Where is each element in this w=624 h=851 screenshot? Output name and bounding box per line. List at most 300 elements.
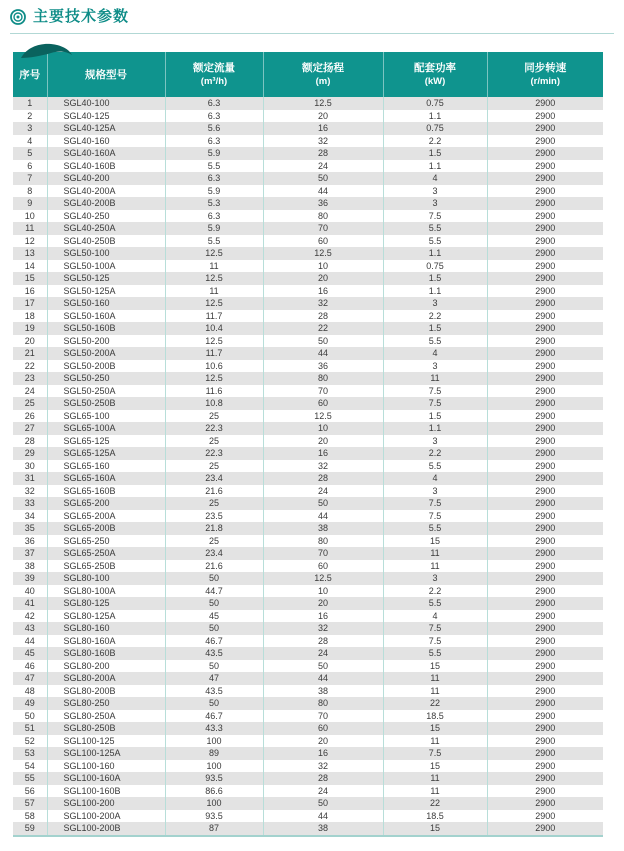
- power-cell: 3: [383, 485, 487, 498]
- table-row: [13, 610, 603, 623]
- head-cell: 70: [263, 222, 383, 235]
- head-cell: 32: [263, 760, 383, 773]
- model-cell: SGL40-160: [47, 135, 165, 148]
- flow-cell: 45: [165, 610, 263, 623]
- head-cell: 50: [263, 797, 383, 810]
- model-cell: SGL50-250B: [47, 397, 165, 410]
- model-cell: SGL40-160B: [47, 160, 165, 173]
- row-number-cell: 44: [24, 635, 35, 646]
- head-cell: 12.5: [263, 97, 383, 110]
- power-cell: 2.2: [383, 310, 487, 323]
- flow-cell: 5.5: [165, 160, 263, 173]
- model-cell: SGL100-160A: [47, 772, 165, 785]
- flow-cell: 6.3: [165, 210, 263, 223]
- column-unit: (m³/h): [200, 75, 228, 87]
- model-cell: SGL80-160A: [47, 635, 165, 648]
- head-cell: 16: [263, 122, 383, 135]
- model-cell: SGL65-125A: [47, 447, 165, 460]
- model-cell: SGL40-160A: [47, 147, 165, 160]
- head-cell: 44: [263, 347, 383, 360]
- speed-cell: 2900: [487, 285, 603, 298]
- speed-cell: 2900: [487, 260, 603, 273]
- power-cell: 1.1: [383, 110, 487, 123]
- speed-cell: 2900: [487, 410, 603, 423]
- column-unit: (r/min): [530, 75, 561, 87]
- table-row: [13, 197, 603, 210]
- row-number-cell: 42: [24, 610, 35, 621]
- table-row: [13, 797, 603, 810]
- speed-cell: 2900: [487, 222, 603, 235]
- head-cell: 32: [263, 135, 383, 148]
- power-cell: 0.75: [383, 97, 487, 110]
- table-row: [13, 710, 603, 723]
- row-number-cell: 37: [24, 548, 35, 558]
- table-row: [13, 310, 603, 323]
- head-cell: 20: [263, 735, 383, 748]
- speed-cell: 2900: [487, 635, 603, 648]
- power-cell: 5.5: [383, 647, 487, 660]
- table-row: [13, 447, 603, 460]
- speed-cell: 2900: [487, 160, 603, 173]
- flow-cell: 11: [165, 260, 263, 273]
- row-number-cell: 28: [24, 435, 35, 446]
- speed-cell: 2900: [487, 460, 603, 473]
- head-cell: 38: [263, 685, 383, 698]
- table-row: [13, 560, 603, 573]
- table-row: [13, 735, 603, 748]
- table-row: [13, 247, 603, 260]
- head-cell: 60: [263, 235, 383, 248]
- row-number-cell: 23: [24, 373, 35, 383]
- head-cell: 80: [263, 210, 383, 223]
- row-number-cell: 56: [24, 785, 35, 796]
- power-cell: 7.5: [383, 497, 487, 510]
- head-cell: 32: [263, 297, 383, 310]
- head-cell: 44: [263, 672, 383, 685]
- model-cell: SGL80-160B: [47, 647, 165, 660]
- flow-cell: 6.3: [165, 172, 263, 185]
- speed-cell: 2900: [487, 335, 603, 348]
- flow-cell: 12.5: [165, 335, 263, 348]
- power-cell: 1.5: [383, 272, 487, 285]
- table-row: [13, 347, 603, 360]
- table-row: [13, 272, 603, 285]
- model-cell: SGL65-160A: [47, 472, 165, 485]
- head-cell: 60: [263, 722, 383, 735]
- power-cell: 4: [383, 172, 487, 185]
- head-cell: 60: [263, 560, 383, 573]
- head-cell: 38: [263, 522, 383, 535]
- row-number-cell: 51: [24, 723, 35, 733]
- model-cell: SGL40-250B: [47, 235, 165, 248]
- head-cell: 44: [263, 510, 383, 523]
- flow-cell: 5.3: [165, 197, 263, 210]
- flow-cell: 86.6: [165, 785, 263, 798]
- power-cell: 5.5: [383, 522, 487, 535]
- table-row: [13, 660, 603, 673]
- power-cell: 7.5: [383, 635, 487, 648]
- model-cell: SGL80-250: [47, 697, 165, 710]
- row-number-cell: 16: [24, 285, 35, 296]
- flow-cell: 5.5: [165, 235, 263, 248]
- power-cell: 5.5: [383, 597, 487, 610]
- flow-cell: 46.7: [165, 710, 263, 723]
- speed-cell: 2900: [487, 585, 603, 598]
- speed-cell: 2900: [487, 310, 603, 323]
- power-cell: 11: [383, 372, 487, 385]
- power-cell: 11: [383, 735, 487, 748]
- flow-cell: 93.5: [165, 810, 263, 823]
- head-cell: 60: [263, 397, 383, 410]
- head-cell: 28: [263, 772, 383, 785]
- flow-cell: 5.9: [165, 147, 263, 160]
- head-cell: 70: [263, 385, 383, 398]
- flow-cell: 12.5: [165, 297, 263, 310]
- flow-cell: 5.9: [165, 185, 263, 198]
- column-unit: (m): [315, 75, 331, 87]
- model-cell: SGL50-250A: [47, 385, 165, 398]
- flow-cell: 25: [165, 535, 263, 548]
- power-cell: 11: [383, 785, 487, 798]
- row-number-cell: 22: [24, 360, 35, 371]
- row-number-cell: 3: [27, 123, 33, 133]
- model-cell: SGL65-200B: [47, 522, 165, 535]
- speed-cell: 2900: [487, 747, 603, 760]
- row-number-cell: 27: [24, 423, 35, 433]
- row-number-cell: 8: [27, 185, 33, 196]
- speed-cell: 2900: [487, 797, 603, 810]
- row-number-cell: 50: [24, 710, 35, 721]
- row-number-cell: 33: [24, 498, 35, 508]
- row-number-cell: 48: [24, 685, 35, 696]
- row-number-cell: 46: [24, 660, 35, 671]
- flow-cell: 6.3: [165, 97, 263, 110]
- table-row: [13, 485, 603, 498]
- row-number-cell: 29: [24, 448, 35, 458]
- flow-cell: 50: [165, 572, 263, 585]
- power-cell: 18.5: [383, 710, 487, 723]
- power-cell: 15: [383, 722, 487, 735]
- model-cell: SGL65-250: [47, 535, 165, 548]
- spec-table-head: [13, 52, 603, 97]
- power-cell: 22: [383, 697, 487, 710]
- speed-cell: 2900: [487, 810, 603, 823]
- head-cell: 36: [263, 360, 383, 373]
- model-cell: SGL65-200: [47, 497, 165, 510]
- spec-table-wrap: [13, 52, 603, 837]
- flow-cell: 10.4: [165, 322, 263, 335]
- head-cell: 28: [263, 310, 383, 323]
- model-cell: SGL80-200A: [47, 672, 165, 685]
- row-number-cell: 21: [24, 348, 35, 358]
- model-cell: SGL65-160: [47, 460, 165, 473]
- row-number-cell: 1: [27, 98, 33, 108]
- row-number-cell: 54: [24, 760, 35, 771]
- row-number-cell: 30: [24, 460, 35, 471]
- model-cell: SGL100-200: [47, 797, 165, 810]
- section-header: [10, 8, 129, 26]
- speed-cell: 2900: [487, 97, 603, 110]
- row-number-cell: 34: [24, 510, 35, 521]
- row-number-cell: 26: [24, 410, 35, 421]
- table-row: [13, 410, 603, 423]
- speed-cell: 2900: [487, 122, 603, 135]
- power-cell: 11: [383, 685, 487, 698]
- flow-cell: 25: [165, 460, 263, 473]
- model-cell: SGL100-200A: [47, 810, 165, 823]
- flow-cell: 100: [165, 735, 263, 748]
- speed-cell: 2900: [487, 435, 603, 448]
- head-cell: 24: [263, 485, 383, 498]
- model-cell: SGL50-160A: [47, 310, 165, 323]
- model-cell: SGL80-100: [47, 572, 165, 585]
- column-label: 序号: [19, 68, 41, 81]
- table-row: [13, 572, 603, 585]
- column-header-4: [383, 52, 487, 97]
- speed-cell: 2900: [487, 110, 603, 123]
- speed-cell: 2900: [487, 347, 603, 360]
- power-cell: 2.2: [383, 135, 487, 148]
- power-cell: 18.5: [383, 810, 487, 823]
- power-cell: 3: [383, 197, 487, 210]
- table-row: [13, 472, 603, 485]
- head-cell: 28: [263, 147, 383, 160]
- flow-cell: 43.5: [165, 685, 263, 698]
- table-row: [13, 422, 603, 435]
- model-cell: SGL80-125: [47, 597, 165, 610]
- row-number-cell: 14: [24, 260, 35, 271]
- row-number-cell: 18: [24, 310, 35, 321]
- head-cell: 24: [263, 160, 383, 173]
- speed-cell: 2900: [487, 485, 603, 498]
- model-cell: SGL65-250A: [47, 547, 165, 560]
- row-number-cell: 31: [24, 473, 35, 483]
- power-cell: 2.2: [383, 447, 487, 460]
- table-row: [13, 772, 603, 785]
- table-row: [13, 110, 603, 123]
- model-cell: SGL40-125A: [47, 122, 165, 135]
- flow-cell: 10.6: [165, 360, 263, 373]
- flow-cell: 11.7: [165, 347, 263, 360]
- power-cell: 4: [383, 472, 487, 485]
- table-row: [13, 647, 603, 660]
- table-row: [13, 722, 603, 735]
- head-cell: 20: [263, 597, 383, 610]
- table-row: [13, 360, 603, 373]
- speed-cell: 2900: [487, 147, 603, 160]
- speed-cell: 2900: [487, 772, 603, 785]
- table-row: [13, 160, 603, 173]
- head-cell: 12.5: [263, 572, 383, 585]
- speed-cell: 2900: [487, 572, 603, 585]
- speed-cell: 2900: [487, 535, 603, 548]
- model-cell: SGL40-200A: [47, 185, 165, 198]
- head-cell: 28: [263, 472, 383, 485]
- flow-cell: 89: [165, 747, 263, 760]
- title-divider-line: [10, 33, 614, 34]
- row-number-cell: 25: [24, 398, 35, 408]
- table-row: [13, 785, 603, 798]
- power-cell: 1.5: [383, 410, 487, 423]
- concentric-rings-icon: [10, 9, 26, 25]
- flow-cell: 21.8: [165, 522, 263, 535]
- speed-cell: 2900: [487, 660, 603, 673]
- power-cell: 7.5: [383, 747, 487, 760]
- model-cell: SGL50-160: [47, 297, 165, 310]
- row-number-cell: 6: [27, 160, 33, 171]
- head-cell: 70: [263, 547, 383, 560]
- speed-cell: 2900: [487, 272, 603, 285]
- speed-cell: 2900: [487, 735, 603, 748]
- table-row: [13, 747, 603, 760]
- head-cell: 20: [263, 272, 383, 285]
- flow-cell: 22.3: [165, 422, 263, 435]
- head-cell: 80: [263, 697, 383, 710]
- speed-cell: 2900: [487, 197, 603, 210]
- model-cell: SGL40-100: [47, 97, 165, 110]
- speed-cell: 2900: [487, 760, 603, 773]
- table-row: [13, 697, 603, 710]
- head-cell: 24: [263, 785, 383, 798]
- model-cell: SGL40-250A: [47, 222, 165, 235]
- speed-cell: 2900: [487, 597, 603, 610]
- speed-cell: 2900: [487, 297, 603, 310]
- head-cell: 44: [263, 185, 383, 198]
- speed-cell: 2900: [487, 622, 603, 635]
- model-cell: SGL50-125: [47, 272, 165, 285]
- table-row: [13, 510, 603, 523]
- model-cell: SGL80-250B: [47, 722, 165, 735]
- flow-cell: 100: [165, 797, 263, 810]
- speed-cell: 2900: [487, 397, 603, 410]
- head-cell: 16: [263, 610, 383, 623]
- speed-cell: 2900: [487, 785, 603, 798]
- model-cell: SGL40-200: [47, 172, 165, 185]
- table-row: [13, 622, 603, 635]
- model-cell: SGL100-200B: [47, 822, 165, 836]
- table-row: [13, 210, 603, 223]
- head-cell: 36: [263, 197, 383, 210]
- head-cell: 38: [263, 822, 383, 836]
- table-row: [13, 497, 603, 510]
- row-number-cell: 45: [24, 648, 35, 658]
- table-row: [13, 335, 603, 348]
- flow-cell: 11: [165, 285, 263, 298]
- power-cell: 1.1: [383, 160, 487, 173]
- flow-cell: 25: [165, 435, 263, 448]
- model-cell: SGL40-125: [47, 110, 165, 123]
- row-number-cell: 59: [24, 823, 35, 833]
- table-row: [13, 385, 603, 398]
- power-cell: 15: [383, 822, 487, 836]
- table-row: [13, 260, 603, 273]
- speed-cell: 2900: [487, 235, 603, 248]
- table-row: [13, 372, 603, 385]
- flow-cell: 23.4: [165, 547, 263, 560]
- speed-cell: 2900: [487, 822, 603, 836]
- flow-cell: 12.5: [165, 372, 263, 385]
- speed-cell: 2900: [487, 360, 603, 373]
- flow-cell: 50: [165, 660, 263, 673]
- table-row: [13, 235, 603, 248]
- model-cell: SGL100-125: [47, 735, 165, 748]
- spec-table-body: [13, 97, 603, 836]
- head-cell: 24: [263, 647, 383, 660]
- speed-cell: 2900: [487, 722, 603, 735]
- power-cell: 15: [383, 660, 487, 673]
- flow-cell: 43.3: [165, 722, 263, 735]
- model-cell: SGL50-200B: [47, 360, 165, 373]
- flow-cell: 46.7: [165, 635, 263, 648]
- row-number-cell: 17: [24, 298, 35, 308]
- model-cell: SGL50-100: [47, 247, 165, 260]
- speed-cell: 2900: [487, 610, 603, 623]
- head-cell: 28: [263, 635, 383, 648]
- row-number-cell: 49: [24, 698, 35, 708]
- head-cell: 32: [263, 622, 383, 635]
- model-cell: SGL50-160B: [47, 322, 165, 335]
- power-cell: 11: [383, 772, 487, 785]
- speed-cell: 2900: [487, 647, 603, 660]
- head-cell: 22: [263, 322, 383, 335]
- table-row: [13, 585, 603, 598]
- table-row: [13, 172, 603, 185]
- power-cell: 4: [383, 347, 487, 360]
- table-row: [13, 760, 603, 773]
- speed-cell: 2900: [487, 685, 603, 698]
- table-row: [13, 297, 603, 310]
- power-cell: 7.5: [383, 385, 487, 398]
- row-number-cell: 43: [24, 623, 35, 633]
- model-cell: SGL50-200A: [47, 347, 165, 360]
- speed-cell: 2900: [487, 422, 603, 435]
- table-row: [13, 685, 603, 698]
- row-number-cell: 58: [24, 810, 35, 821]
- row-number-cell: 9: [27, 198, 33, 208]
- row-number-cell: 41: [24, 598, 35, 608]
- power-cell: 15: [383, 535, 487, 548]
- speed-cell: 2900: [487, 322, 603, 335]
- speed-cell: 2900: [487, 672, 603, 685]
- table-row: [13, 810, 603, 823]
- table-row: [13, 147, 603, 160]
- model-cell: SGL40-200B: [47, 197, 165, 210]
- power-cell: 1.1: [383, 422, 487, 435]
- speed-cell: 2900: [487, 135, 603, 148]
- power-cell: 7.5: [383, 510, 487, 523]
- table-row: [13, 285, 603, 298]
- power-cell: 1.5: [383, 322, 487, 335]
- table-row: [13, 522, 603, 535]
- power-cell: 4: [383, 610, 487, 623]
- row-number-cell: 13: [24, 248, 35, 258]
- flow-cell: 21.6: [165, 485, 263, 498]
- table-row: [13, 122, 603, 135]
- head-cell: 16: [263, 747, 383, 760]
- table-row: [13, 822, 603, 836]
- speed-cell: 2900: [487, 247, 603, 260]
- power-cell: 3: [383, 435, 487, 448]
- head-cell: 12.5: [263, 410, 383, 423]
- power-cell: 2.2: [383, 585, 487, 598]
- row-number-cell: 38: [24, 560, 35, 571]
- speed-cell: 2900: [487, 447, 603, 460]
- head-cell: 12.5: [263, 247, 383, 260]
- table-row: [13, 322, 603, 335]
- table-row: [13, 435, 603, 448]
- model-cell: SGL80-200B: [47, 685, 165, 698]
- table-row: [13, 97, 603, 110]
